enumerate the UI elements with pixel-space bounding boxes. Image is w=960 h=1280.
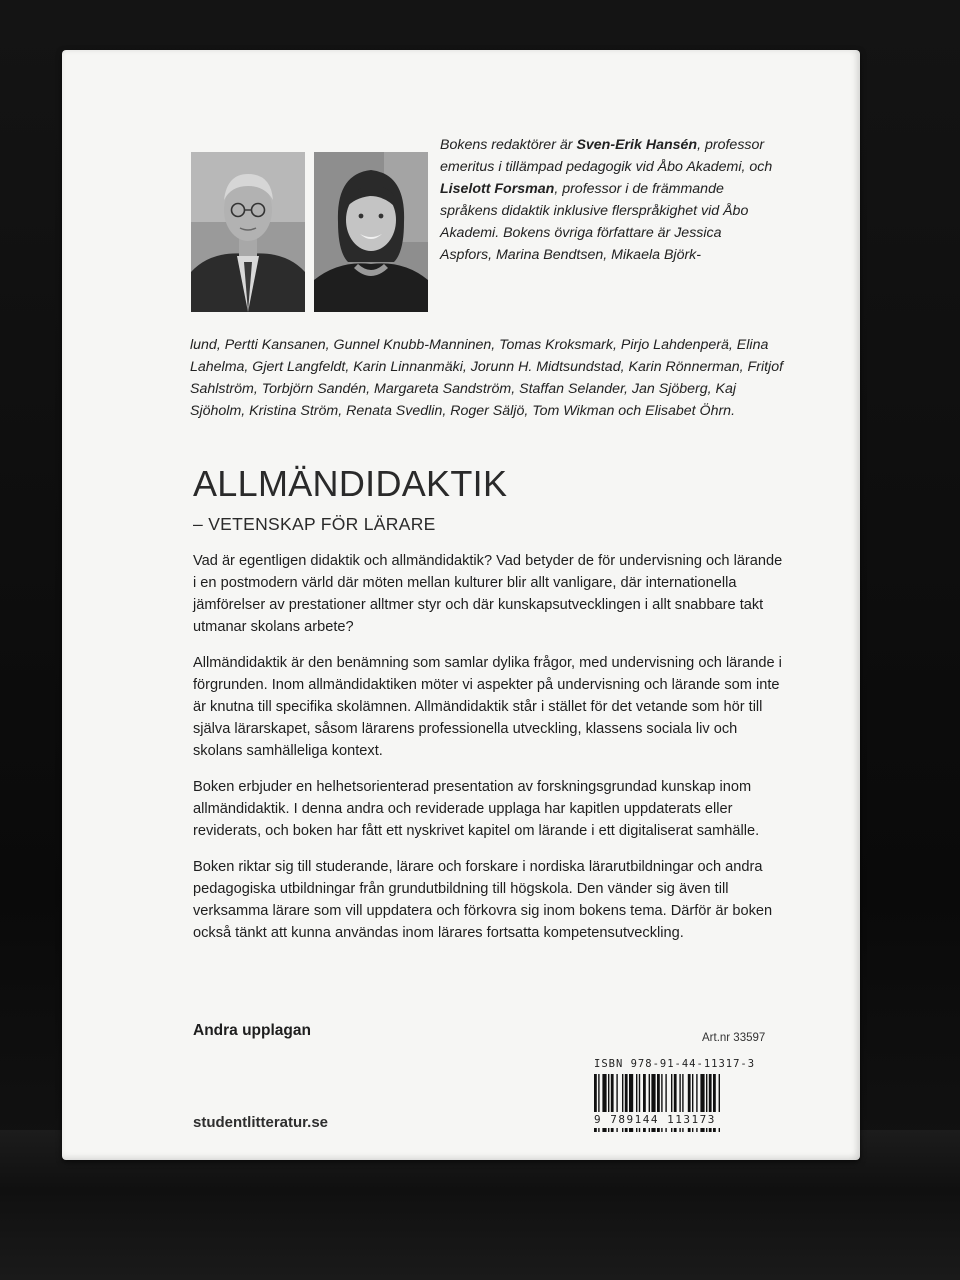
author-photo-woman <box>314 152 428 312</box>
article-number: Art.nr 33597 <box>702 1032 766 1044</box>
isbn-label: ISBN 978-91-44-11317-3 <box>594 1058 756 1070</box>
blurb-paragraph: Boken erbjuder en helhetsorienterad presentation av forskningsgrundad kunskap inom allmändidaktik. I denna andra och reviderade upplaga har kapitlen uppdaterats eller reviderats, och boken har fått ett nyskrivet kapitel om lärande i ett digitaliserat samhälle. <box>193 779 760 839</box>
editor-name-2: Liselott Forsman <box>440 181 555 197</box>
book-title: ALLMÄNDIDAKTIK <box>193 463 508 504</box>
blurb <box>193 550 783 958</box>
edition-label: Andra upplagan <box>193 1022 311 1039</box>
blurb-paragraph: Vad är egentligen didaktik och allmändidaktik? Vad betyder de för undervisning och lärande i en postmodern värld där möten mellan kulturer blir allt vanligare, där internationella jämförelser av prestationer alltmer styr och där kunskapsutvecklingen i allt snabbare takt utmanar skolans arbete? <box>193 553 783 635</box>
editor-name-1: Sven-Erik Hansén <box>576 137 698 153</box>
editors-description: Bokens redaktörer är Sven-Erik Hansén, professor emeritus i tillämpad pedagogik vid Åbo Akademi, och Liselott Forsman, professor i de främmande språkens didaktik inklusive flerspråkighet vid Åbo Akademi. Bokens övriga författare är Jessica Aspfors, Marina Bendtsen, Mikaela Björk- <box>440 137 773 263</box>
publisher-url: studentlitteratur.se <box>193 1114 329 1131</box>
book-subtitle: – VETENSKAP FÖR LÄRARE <box>193 514 436 534</box>
blurb-paragraph: Allmändidaktik är den benämning som samlar dylika frågor, med undervisning och lärande i förgrunden. Inom allmändidaktiken möter vi aspekter på undervisning och lärande som inte är knutna till specifika skolämnen. Allmändidaktik står i stället för det vetande som hör till själva lärarskapet, såsom lärarens professionella utveckling, klassens sociala liv och skolans samhälleliga kontext. <box>193 655 782 759</box>
author-photo-man <box>191 152 305 312</box>
blurb-paragraph: Boken riktar sig till studerande, lärare och forskare i nordiska lärarutbildningar och andra pedagogiska utbildningar från grundutbildning till högskola. Den vänder sig även till verksamma lärare som vill uppdatera och förkovra sig inom bokens tema. Därför är boken också tänkt att kunna användas inom lärares fortsatta kompetensutveckling. <box>193 859 773 941</box>
authors-list: lund, Pertti Kansanen, Gunnel Knubb-Manninen, Tomas Kroksmark, Pirjo Lahdenperä, Elina Lahelma, Gjert Langfeldt, Karin Linnanmäki, Jorunn H. Midtsundstad, Karin Rönnerman, Fritjof Sahlström, Torbjörn Sandén, Margareta Sandström, Staffan Selander, Jan Sjöberg, Kaj Sjöholm, Kristina Ström, Renata Svedlin, Roger Säljö, Tom Wikman och Elisabet Öhrn. <box>190 337 784 419</box>
barcode-number: 9 789144 113173 <box>594 1112 772 1128</box>
book-back-cover <box>62 50 860 1160</box>
